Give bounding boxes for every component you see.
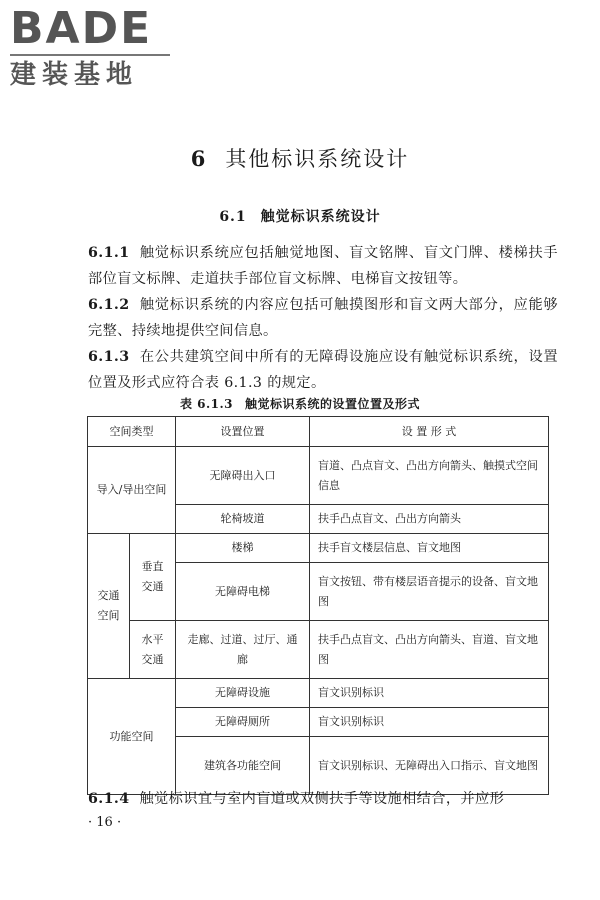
cell-form: 扶手凸点盲文、凸出方向箭头、盲道、盲文地图 — [310, 621, 549, 679]
cell-form: 扶手盲文楼层信息、盲文地图 — [310, 534, 549, 563]
chapter-heading — [0, 143, 600, 173]
cell-location: 无障碍设施 — [176, 679, 310, 708]
cell-form: 盲文识别标识 — [310, 679, 549, 708]
header-form: 设 置 形 式 — [310, 417, 549, 447]
clause-6-1-4 — [88, 786, 558, 812]
clause-number: 6.1.4 — [88, 791, 130, 807]
cell-location: 无障碍电梯 — [176, 563, 310, 621]
table-row — [88, 679, 549, 708]
table-row — [88, 621, 549, 679]
cell-form: 盲文识别标识 — [310, 708, 549, 737]
clause-text: 触觉标识系统的内容应包括可触摸图形和盲文两大部分，应能够完整、持续地提供空间信息。 — [88, 297, 558, 339]
table-caption-number: 表 6.1.3 — [179, 397, 234, 411]
clause-text: 触觉标识系统应包括触觉地图、盲文铭牌、盲文门牌、楼梯扶手部位盲文标牌、走道扶手部位盲文标牌、电梯盲文按钮等。 — [88, 245, 558, 287]
clause-number: 6.1.3 — [88, 349, 130, 365]
cell-location: 楼梯 — [176, 534, 310, 563]
section-heading — [0, 206, 600, 226]
table-row — [88, 534, 549, 563]
logo-english: BADE — [10, 3, 153, 54]
table-caption — [0, 395, 600, 412]
header-space-type: 空间类型 — [88, 417, 176, 447]
group-traffic: 交通空间 — [88, 534, 130, 679]
group-entrance: 导入/导出空间 — [88, 447, 176, 534]
table-header-row — [88, 417, 549, 447]
cell-form: 扶手凸点盲文、凸出方向箭头 — [310, 505, 549, 534]
clause-text: 在公共建筑空间中所有的无障碍设施应设有触觉标识系统，设置位置及形式应符合表 6.1.3 的规定。 — [88, 349, 558, 391]
subgroup-horizontal: 水平交通 — [130, 621, 176, 679]
logo-divider — [10, 54, 170, 56]
cell-location: 走廊、过道、过厅、通廊 — [176, 621, 310, 679]
clause-number: 6.1.1 — [88, 245, 130, 261]
header-location: 设置位置 — [176, 417, 310, 447]
clause-6-1-2 — [88, 292, 558, 344]
cell-location: 无障碍出入口 — [176, 447, 310, 505]
clause-6-1-1 — [88, 240, 558, 292]
cell-location: 无障碍厕所 — [176, 708, 310, 737]
subgroup-vertical: 垂直交通 — [130, 534, 176, 621]
section-title: 触觉标识系统设计 — [260, 209, 381, 225]
cell-location: 轮椅坡道 — [176, 505, 310, 534]
brand-logo — [10, 3, 180, 90]
cell-form: 盲文按钮、带有楼层语音提示的设备、盲文地图 — [310, 563, 549, 621]
clause-text: 触觉标识宜与室内盲道或双侧扶手等设施相结合，并应形 — [139, 791, 505, 807]
chapter-number: 6 — [190, 146, 208, 171]
cell-location: 建筑各功能空间 — [176, 737, 310, 795]
section-number: 6.1 — [219, 209, 247, 225]
cell-form: 盲道、凸点盲文、凸出方向箭头、触摸式空间信息 — [310, 447, 549, 505]
logo-chinese: 建装基地 — [10, 60, 139, 90]
page-number: · 16 · — [88, 815, 122, 830]
clause-number: 6.1.2 — [88, 297, 130, 313]
group-function: 功能空间 — [88, 679, 176, 795]
chapter-title: 其他标识系统设计 — [225, 147, 410, 171]
table-caption-title: 触觉标识系统的设置位置及形式 — [245, 397, 421, 411]
table-row — [88, 447, 549, 505]
cell-form: 盲文识别标识、无障碍出入口指示、盲文地图 — [310, 737, 549, 795]
clause-6-1-3 — [88, 344, 558, 396]
signage-table — [87, 416, 549, 795]
